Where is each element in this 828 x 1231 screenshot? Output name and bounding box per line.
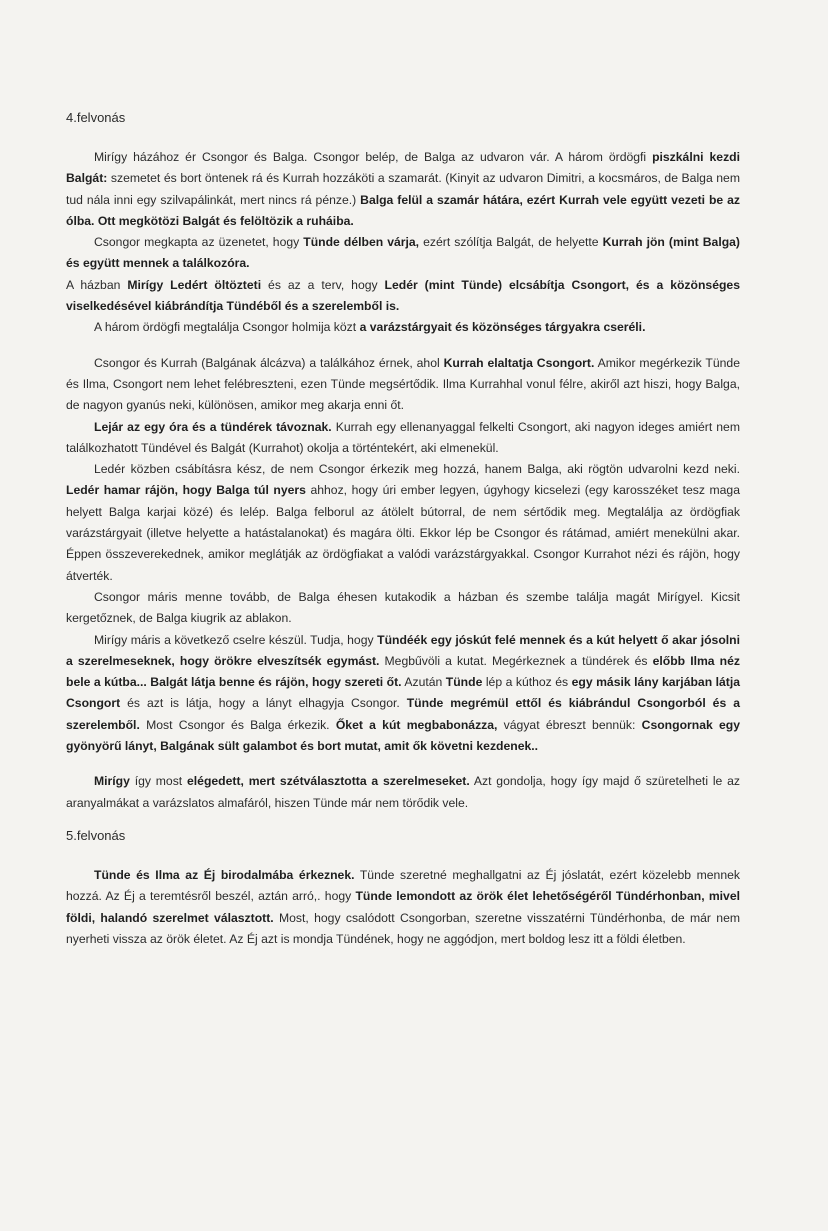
act4-paragraph-7-run-1: Ledér hamar rájön, hogy Balga túl nyers xyxy=(66,483,306,498)
act4-paragraph-4-run-1: a varázstárgyait és közönséges tárgyakra cseréli. xyxy=(359,320,646,335)
act4-paragraph-10-run-1: így most xyxy=(129,774,187,789)
act4-paragraph-9-run-11: Őket a kút megbabonázza, xyxy=(335,717,498,732)
act4-paragraph-9-run-4: Azután xyxy=(401,675,446,690)
act4-paragraph-8 xyxy=(66,587,740,630)
act4-paragraph-9-run-13: Csongornak egy gyönyörű lányt, Balgának sült galambot és bort mutat, amit ők követni kezdenek.. xyxy=(66,717,740,754)
act4-paragraph-9-run-12: vágyat ébreszt bennük: xyxy=(497,717,642,732)
act4-paragraph-6 xyxy=(66,417,740,460)
act4-paragraph-1 xyxy=(66,147,740,232)
act4-paragraph-2 xyxy=(66,232,740,275)
act5-paragraph-1-run-2: Tünde lemondott az örök élet lehetőségéről Tündérhonban, mivel földi, halandó szerelmet választott. xyxy=(66,889,740,925)
act4-paragraph-3-run-1: Mirígy Ledért öltözteti xyxy=(127,277,262,292)
act4-paragraph-2-run-1: Tünde délben várja, xyxy=(303,235,420,250)
act4-paragraph-7-run-2: ahhoz, hogy úri ember legyen, úgyhogy kicselezi (egy karosszéket tesz maga helyett Balga karjai közé) és lelép. Balga felborul az átölelt bútorral, de nem sértődik meg. Megtalálja az ördögfiak varázstárgyait (illetve helyette a hatástalanokat) és magára ölti. Ekkor lép be Csongor és rátámad, amiért menekülni akar. Éppen összeverekednek, amikor meglátják az ördögfiakat a valódi varázstárgyakkal. Csongor Kurrahot nézi és rájön, hogy átverték. xyxy=(66,483,740,583)
act4-paragraph-1-run-2: szemetet és bort öntenek rá és Kurrah hozzáköti a szamarát. (Kinyit az udvaron Dimitri, a kocsmáros, de Balga nem tud nála inni egy szilvapálinkát, mert nincs rá pénze.) xyxy=(66,171,740,207)
act4-paragraph-3-run-2: és az a terv, hogy xyxy=(261,277,385,292)
act4-paragraph-9-run-6: lép a kúthoz és xyxy=(482,675,572,690)
act4-paragraph-6-run-0: Lejár az egy óra és a tündérek távoznak. xyxy=(94,419,332,434)
act4-paragraph-9-run-9: Tünde megrémül ettől és kiábrándul Csongorból és a szerelemből. xyxy=(66,696,740,732)
act4-paragraph-3-run-3: Ledér (mint Tünde) elcsábítja Csongort, és a közönséges viselkedésével kiábrándítja Tündéből és a szerelemből is. xyxy=(66,277,740,314)
act4-paragraph-9-run-7: egy másik lány karjában látja Csongort xyxy=(66,675,741,711)
act4-paragraph-10-run-2: elégedett, mert szétválasztotta a szerelmeseket. xyxy=(187,774,470,789)
act4-paragraph-10-run-0: Mirígy xyxy=(94,774,130,789)
act4-paragraph-5 xyxy=(66,353,740,417)
act4-paragraph-9-run-0: Mirígy máris a következő cselre készül. Tudja, hogy xyxy=(94,632,378,647)
act4-paragraph-5-run-1: Kurrah elaltatja Csongort. xyxy=(443,355,595,370)
act5-paragraph-1-run-1: Tünde szeretné meghallgatni az Éj jóslatát, ezért közelebb mennek hozzá. Az Éj a teremtésről beszél, aztán arró,. hogy xyxy=(66,867,740,904)
act4-paragraph-9-run-3: előbb Ilma néz bele a kútba... Balgát látja benne és rájön, hogy szereti őt. xyxy=(66,653,740,690)
act4-paragraph-2-run-3: Kurrah jön (mint Balga) és együtt mennek a találkozóra. xyxy=(66,235,740,271)
act4-paragraph-5-run-0: Csongor és Kurrah (Balgának álcázva) a találkához érnek, ahol xyxy=(94,355,444,370)
act4-paragraph-8-run-0: Csongor máris menne tovább, de Balga éhesen kutakodik a házban és szembe találja magát Mirígyel. Kicsit kergetőznek, de Balga kiugrik az ablakon. xyxy=(66,589,740,626)
act4-title: 4.felvonás xyxy=(66,110,126,125)
act4-paragraph-9-run-5: Tünde xyxy=(445,675,483,690)
act4-paragraph-2-run-0: Csongor megkapta az üzenetet, hogy xyxy=(94,235,304,250)
act4-paragraph-3 xyxy=(66,275,740,318)
act4-paragraph-5-run-2: Amikor megérkezik Tünde és Ilma, Csongort nem lehet felébreszteni, ezen Tünde megsértődik. Ilma Kurrahhal vonul félre, akiről azt hiszi, hogy Balga, de nagyon gyanús neki, különösen, amikor meg akarja enni őt. xyxy=(66,355,740,413)
act5-paragraph-1-run-3: Most, hogy csalódott Csongorban, szeretne visszatérni Tündérhonba, de már nem nyerheti vissza az örök életet. Az Éj azt is mondja Tündének, hogy ne aggódjon, mert boldog lesz itt a földi életben. xyxy=(66,910,740,946)
act4-paragraph-9 xyxy=(66,630,740,758)
act4-paragraph-7-run-0: Ledér közben csábításra kész, de nem Csongor érkezik meg hozzá, hanem Balga, aki rögtön udvarolni kezd neki. xyxy=(94,462,740,477)
act4-paragraph-1-run-3: Balga felül a szamár hátára, ezért Kurrah vele együtt vezeti be az ólba. Ott megkötözi Balgát és felöltözik a ruháiba. xyxy=(66,192,740,228)
act5-paragraph-1-run-0: Tünde és Ilma az Éj birodalmába érkeznek. xyxy=(94,867,355,882)
act4-paragraph-9-run-8: és azt is látja, hogy a lányt elhagyja Csongor. xyxy=(120,696,407,711)
act4-paragraph-9-run-2: Megbűvöli a kutat. Megérkeznek a tündérek és xyxy=(379,653,653,668)
act5-title: 5.felvonás xyxy=(66,827,126,843)
act4-paragraph-4 xyxy=(66,317,740,338)
act4-paragraph-7 xyxy=(66,459,740,587)
act4-paragraph-3-run-0: A házban xyxy=(66,277,128,292)
act4-paragraph-9-run-1: Tündéék egy jóskút felé mennek és a kút helyett ő akar jósolni a szerelmeseknek, hogy örökre elveszítsék egymást. xyxy=(66,632,740,668)
act4-paragraph-10 xyxy=(66,771,740,814)
act4-paragraph-2-run-2: ezért szólítja Balgát, de helyette xyxy=(419,235,603,250)
act4-paragraph-9-run-10: Most Csongor és Balga érkezik. xyxy=(139,717,336,732)
act5-paragraph-1 xyxy=(66,865,740,950)
act4-paragraph-10-run-3: Azt gondolja, hogy így majd ő szüretelheti le az aranyalmákat a varázslatos almafáról, hiszen Tünde már nem törődik vele. xyxy=(66,774,740,810)
act4-paragraph-4-run-0: A három ördögfi megtalálja Csongor holmija közt xyxy=(94,320,360,335)
act4-paragraph-1-run-0: Mirígy házához ér Csongor és Balga. Csongor belép, de Balga az udvaron vár. A három ördögfi xyxy=(94,150,653,164)
act4-paragraph-6-run-1: Kurrah egy ellenanyaggal felkelti Csongort, aki nagyon ideges amiért nem találkozhatott Tündével és Balgát (Kurrahot) okolja a történtekért, aki elmenekül. xyxy=(66,419,740,455)
act4-paragraph-1-run-1: piszkálni kezdi Balgát: xyxy=(66,150,740,186)
